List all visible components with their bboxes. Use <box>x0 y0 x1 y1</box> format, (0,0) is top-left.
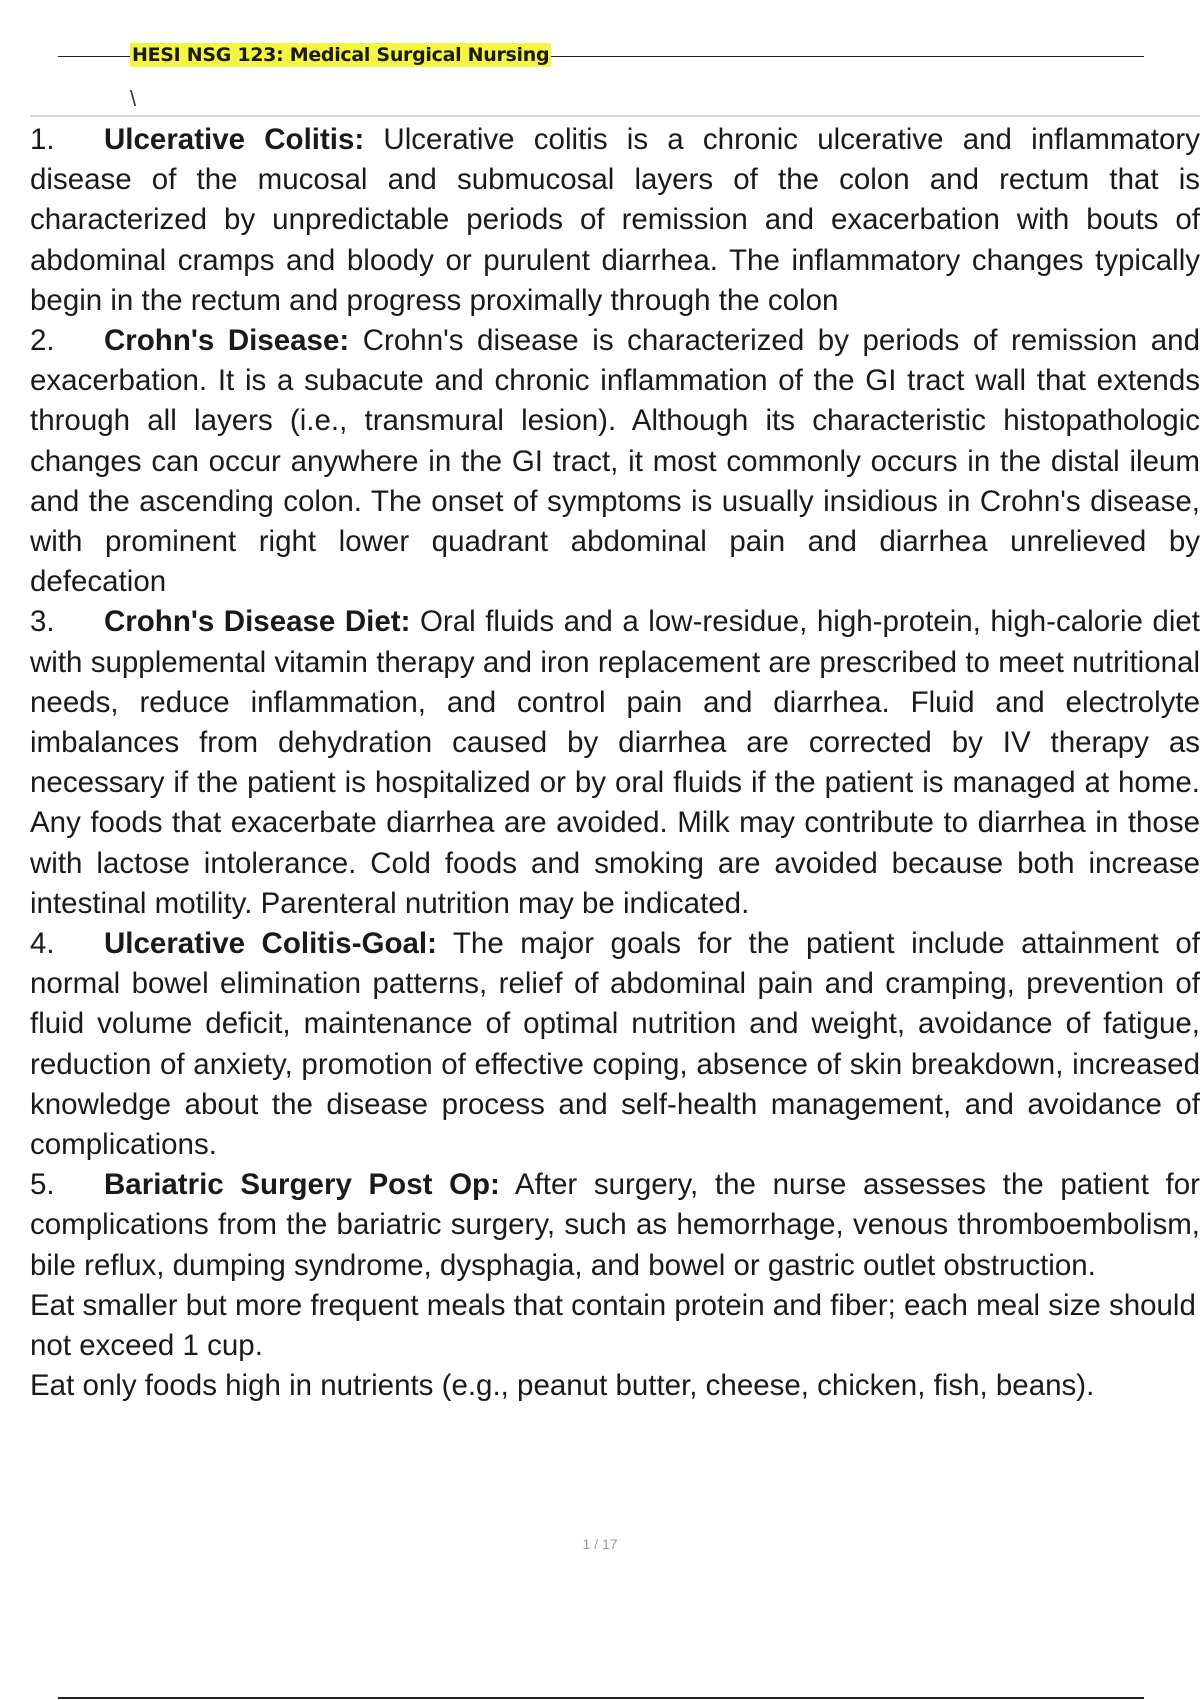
item-number: 5. <box>30 1168 55 1202</box>
list-item <box>30 924 1200 1165</box>
item-text: After surgery, the nurse assesses the patient for complications from the bariatric surgery, such as hemorrhage, venous thromboembolism, bile reflux, dumping syndrome, dysphagia, and bowel or gastric outlet obstruction. <box>30 1168 1200 1282</box>
page-number: 1 / 17 <box>582 1536 618 1552</box>
document-title: HESI NSG 123: Medical Surgical Nursing <box>132 44 550 66</box>
item-text: Ulcerative colitis is a chronic ulcerative and inflammatory disease of the mucosal and submucosal layers of the colon and rectum that is characterized by unpredictable periods of remission and exacerbation with bouts of abdominal cramps and bloody or purulent diarrhea. The inflammatory changes typically begin in the rectum and progress proximally through the colon <box>30 123 1200 317</box>
item-term: Bariatric Surgery Post Op: <box>104 1168 500 1202</box>
item-number: 3. <box>30 605 55 639</box>
item-number: 4. <box>30 927 55 961</box>
item-term: Ulcerative Colitis-Goal: <box>104 927 437 961</box>
item-text: Oral fluids and a low-residue, high-protein, high-calorie diet with supplemental vitamin therapy and iron replacement are prescribed to meet nutritional needs, reduce inflammation, and control pain and diarrhea. Fluid and electrolyte imbalances from dehydration caused by diarrhea are corrected by IV therapy as necessary if the patient is hospitalized or by oral fluids if the patient is managed at home. Any foods that exacerbate diarrhea are avoided. Milk may contribute to diarrhea in those with lactose intolerance. Cold foods and smoking are avoided because both increase intestinal motility. Parenteral nutrition may be indicated. <box>30 605 1200 920</box>
content-top-rule <box>30 115 1200 117</box>
stray-mark: \ <box>130 86 137 111</box>
list-item <box>30 1165 1200 1286</box>
extra-line: Eat only foods high in nutrients (e.g., peanut butter, cheese, chicken, fish, beans). <box>30 1369 1095 1403</box>
list-item <box>30 602 1200 924</box>
item-text: Crohn's disease is characterized by periods of remission and exacerbation. It is a subacute and chronic inflammation of the GI tract wall that extends through all layers (i.e., transmural lesion). Although its characteristic histopathologic changes can occur anywhere in the GI tract, it most commonly occurs in the distal ileum and the ascending colon. The onset of symptoms is usually insidious in Crohn's disease, with prominent right lower quadrant abdominal pain and diarrhea unrelieved by defecation <box>30 324 1200 599</box>
item-term: Ulcerative Colitis: <box>104 123 365 156</box>
item-number: 2. <box>30 324 55 358</box>
item-text: The major goals for the patient include attainment of normal bowel elimination patterns, relief of abdominal pain and cramping, prevention of fluid volume deficit, maintenance of optimal nutrition and weight, avoidance of fatigue, reduction of anxiety, promotion of effective coping, absence of skin breakdown, increased knowledge about the disease process and self-health management, and avoidance of complications. <box>30 927 1200 1162</box>
list-item <box>30 120 1200 321</box>
list-item <box>30 321 1200 602</box>
document-body <box>30 120 1200 1407</box>
footer-rule <box>58 1697 1144 1699</box>
item-term: Crohn's Disease Diet: <box>104 605 411 639</box>
item-term: Crohn's Disease: <box>104 324 350 358</box>
extra-line: Eat smaller but more frequent meals that contain protein and fiber; each meal size should not exceed 1 cup. <box>30 1288 1196 1363</box>
item-number: 1. <box>30 123 55 156</box>
